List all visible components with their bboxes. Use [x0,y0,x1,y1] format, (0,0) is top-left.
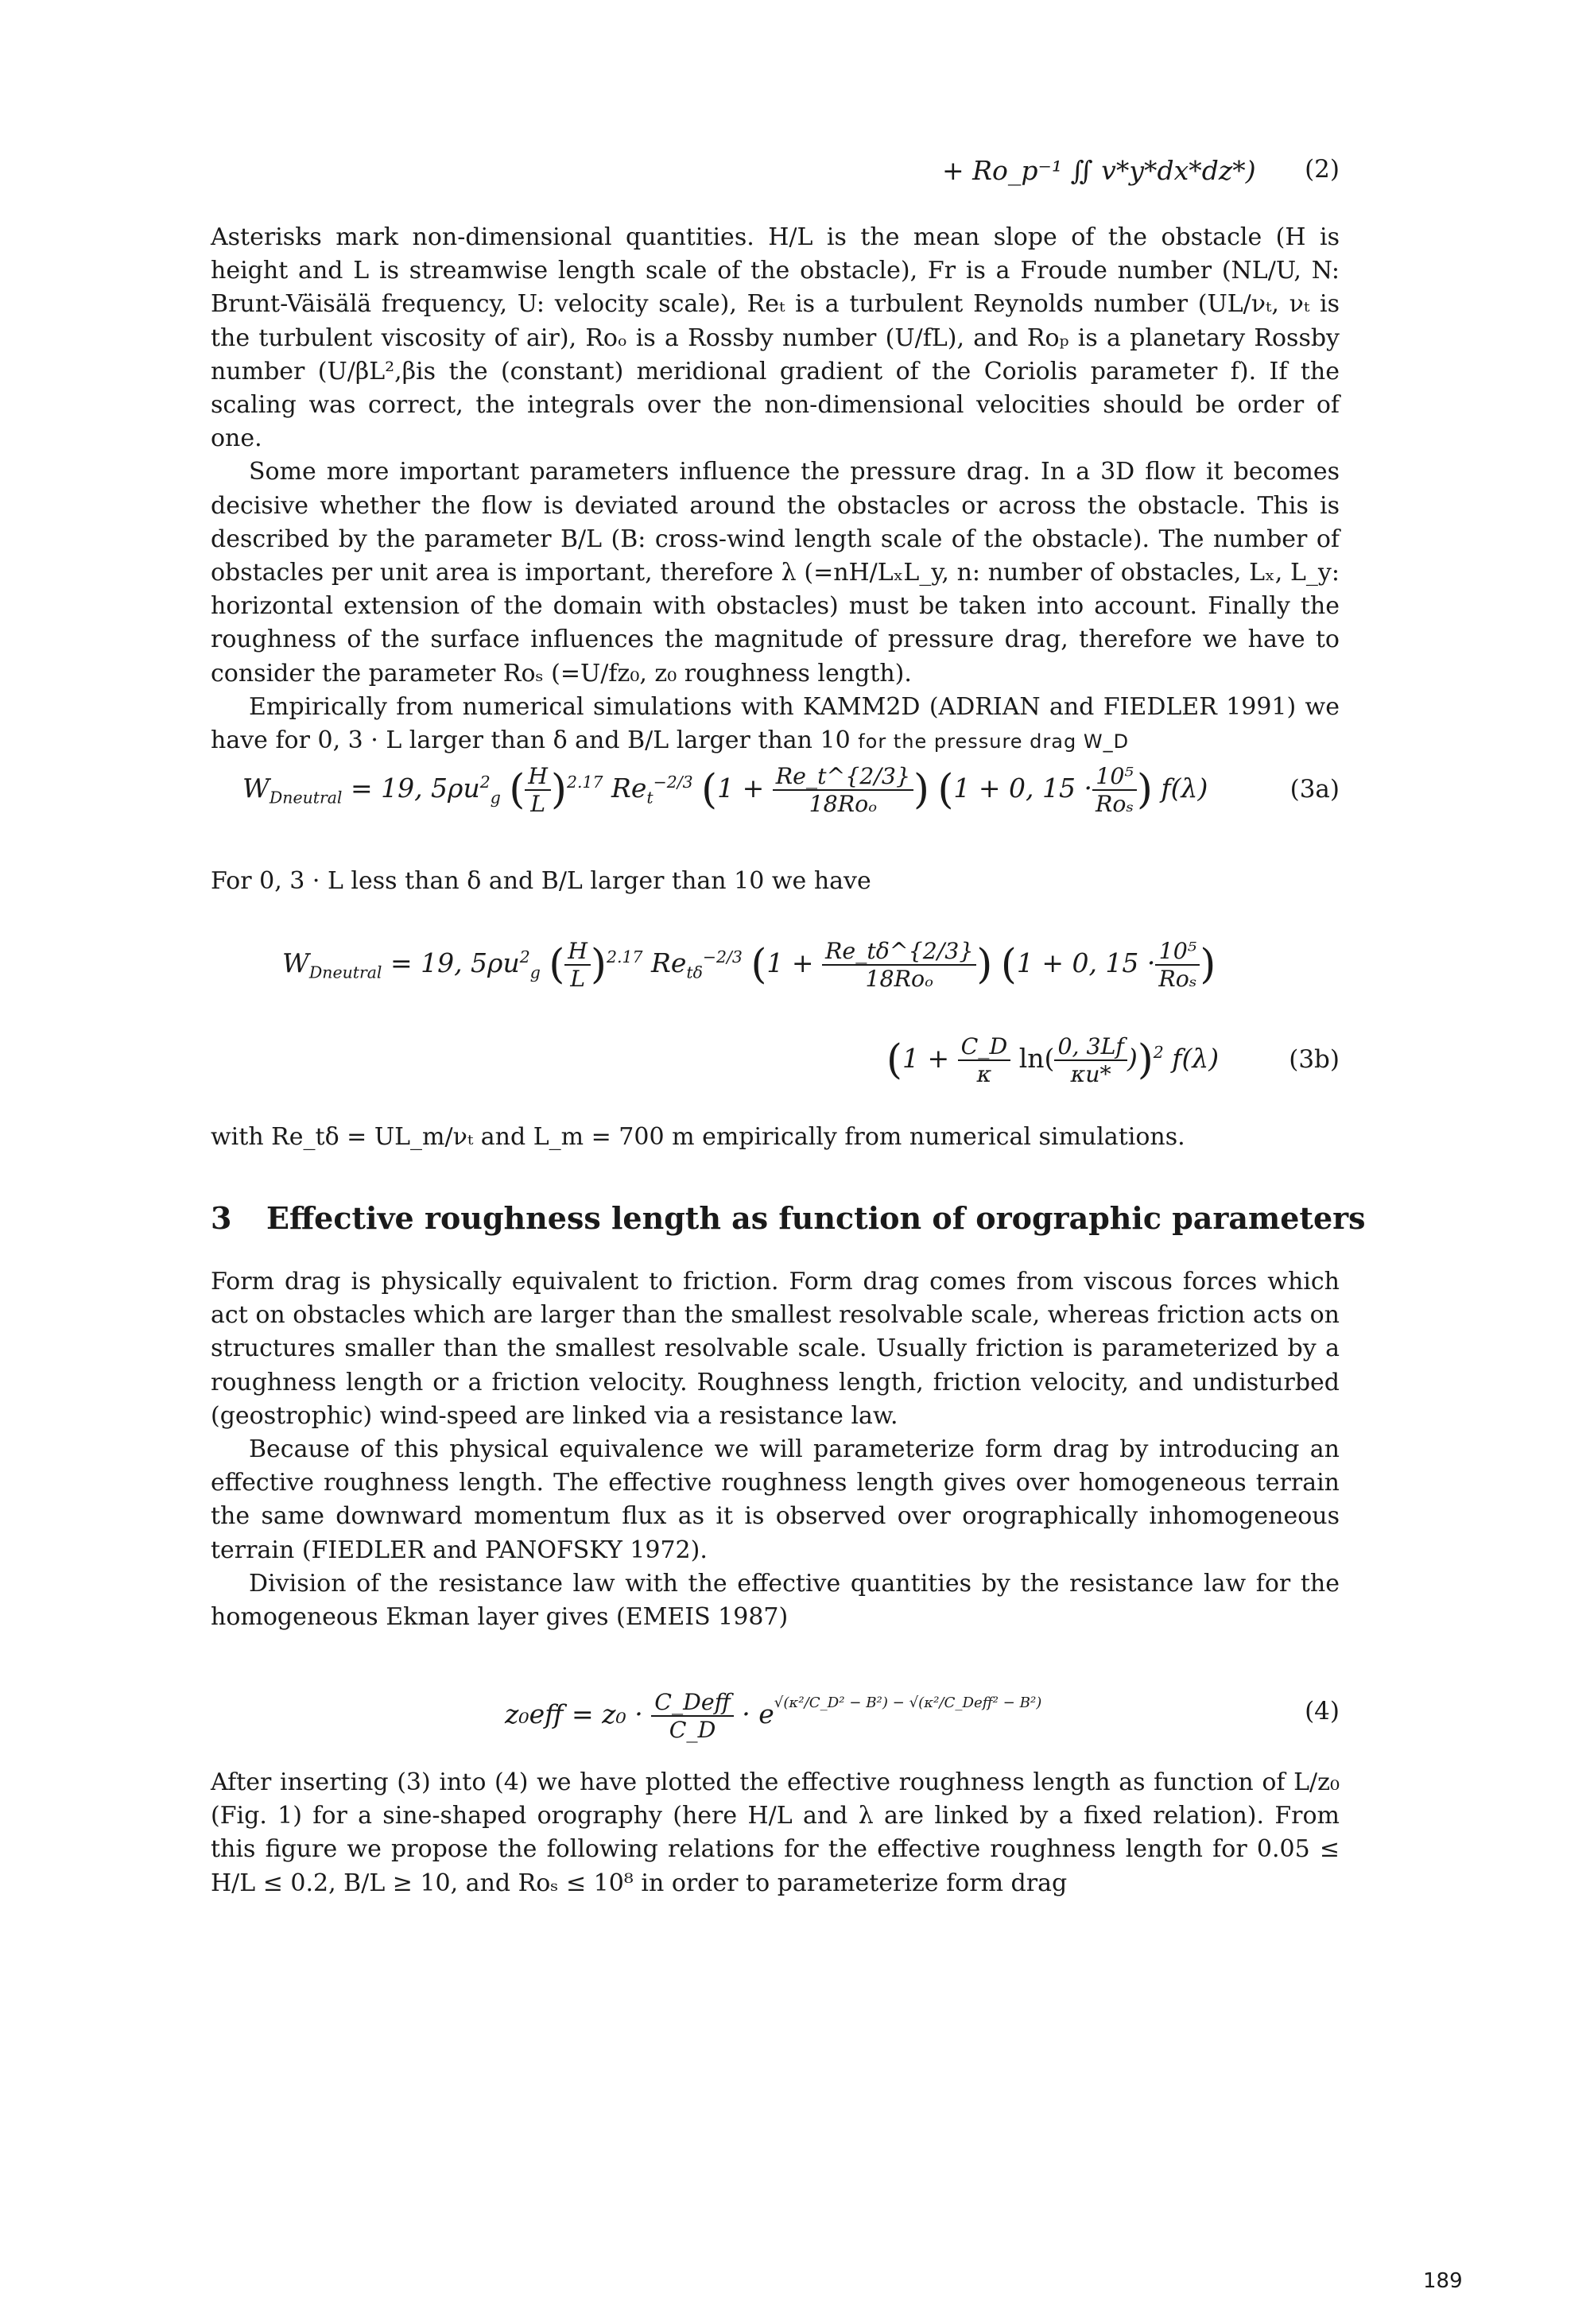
eq3b-const: = 19, 5ρu [390,947,520,978]
paragraph-4-block [211,865,1340,898]
eq3b-const-part: 1 + 0, 15 · [1016,947,1156,978]
eq3a-lhs: W [242,773,270,804]
eq3b-re-sub: tδ [686,963,703,982]
paragraph-4: For 0, 3 · L less than δ and B/L larger than 10 we have [211,867,871,895]
eq3a-frac2: $\frac{\text{10⁵}}{\text{Roₛ}}$ [1092,763,1137,817]
eq3a-re-sub: t [646,788,653,808]
eq4-lhs: z₀eff = z₀ · [505,1698,643,1729]
equation-3a-number: (3a) [1289,775,1340,804]
eq3b-frac1: $\frac{Re\_t\delta\^{}\{2/3\}}{\text{18Roₒ}}$ [822,938,976,992]
eq3b-lhs: W [282,947,309,978]
eq3b-u-sub: g [529,963,541,982]
equation-3b-line1: $W_{Dneutral} = 19$, $5\rho u^2_g$ ( $\frac{H}{L}$ )$^{2.17}$ $Re_{t\delta}^{-2/3}$ (1 + $\frac{Re\_t\delta\^{}\{2/3\}}{\text{18Roₒ}}$ ) (1 + 0, 15 · $\frac{\text{10⁵}}{\text{Roₛ}}$ ) [282,938,1216,992]
paragraph-5: with Re_tδ = UL_m/νₜ and L_m = 700 m empirically from numerical simulations. [211,1123,1185,1151]
equation-4-number: (4) [1305,1697,1340,1726]
paragraph-6: Form drag is physically equivalent to friction. Form drag comes from viscous forces which act on obstacles which are larger than the smallest resolvable scale, whereas friction acts on structures smaller than the smallest resolvable scale. Usually friction is parameterized by a roughness length or a friction velocity. Roughness length, friction velocity, and undisturbed (geostrophic) wind-speed are linked via a resistance law. [211,1268,1340,1430]
eq3b-h-over-l: $\frac{H}{L}$ [564,938,591,992]
eq3b-re-sup: −2/3 [702,947,743,966]
eq3b-ln: ln( [1018,1043,1055,1074]
paragraph-8: Division of the resistance law with the effective quantities by the resistance law for the homogeneous Ekman layer gives (EMEIS 1987) [211,1569,1340,1632]
equation-2 [211,155,1340,203]
eq3a-const-part: 1 + 0, 15 · [953,773,1092,804]
eq3a-re-sup: −2/3 [653,773,693,792]
paragraph-1: Asterisks mark non-dimensional quantities. H/L is the mean slope of the obstacle (H is height and L is streamwise length scale of the obstacle), Fr is a Froude number (NL/U, N: Brunt-Väisälä frequency, U: velocity scale), Reₜ is a turbulent Reynolds number (UL/νₜ, νₜ is the turbulent viscosity of air), Roₒ is a Rossby number (U/fL), and Roₚ is a planetary Rossby number (U/βL²,βis the (constant) meridional gradient of the Coriolis parameter f). If the scaling was correct, the integrals over the non-dimensional velocities should be order of one. [211,223,1340,453]
handwritten-note: for the pressure drag W_D [858,730,1130,753]
equation-3b-number: (3b) [1289,1045,1340,1074]
equation-4: z₀eff = z₀ · $\frac{\text{C\_Deff}}{C\_D}$ · $e^{√(\kappa^2/C\_D^2 - B^2) - √(\kappa^2/C\_Deff^2 - B^2)}$ (4) [505,1689,1340,1743]
eq3b-frac2: $\frac{\text{10⁵}}{\text{Roₛ}}$ [1155,938,1200,992]
eq3b-tail: f(λ) [1172,1043,1220,1074]
section-3-body [211,1265,1340,1634]
paragraph-5-block [211,1121,1340,1154]
eq3b-re: Re [650,947,687,978]
eq3a-re: Re [611,773,647,804]
eq3b-u-sup: 2 [519,947,530,966]
eq4-exponent: √(κ²/C_D² − B²) − √(κ²/C_Deff² − B²) [774,1695,1042,1712]
eq3b-cd-over-kappa: $\frac{C\_D}{\kappa}$ [958,1033,1011,1087]
equation-2-content: + Ro_p⁻¹ ∬ v*y*dx*dz*) [942,155,1256,186]
eq3b-hl-exp: 2.17 [606,947,643,966]
equation-3a: $W_{Dneutral} = 19$, $5\rho u^2_g$ ( $\frac{H}{L}$ )$^{2.17}$ $Re_t^{-2/3}$ (1 + $\frac{Re\_t\^{}\{2/3\}}{\text{18Roₒ}}$ ) (1 + 0, 15 · $\frac{\text{10⁵}}{\text{Roₛ}}$ ) f(λ) (3a) [242,763,1340,817]
eq3a-const: = 19, 5ρu [350,773,480,804]
section-number: 3 [211,1200,232,1236]
paragraph-9-block [211,1766,1340,1900]
eq3a-frac1: $\frac{Re\_t\^{}\{2/3\}}{\text{18Roₒ}}$ [773,763,913,817]
section-heading [211,1200,1366,1236]
paragraph-3-text: Empirically from numerical simulations with KAMM2D (ADRIAN and FIEDLER 1991) we have for 0, 3 · L larger than δ and B/L larger than 10 [211,692,1340,755]
equation-2-number: (2) [1305,155,1340,184]
paragraph-9: After inserting (3) into (4) we have plotted the effective roughness length as function of L/z₀ (Fig. 1) for a sine-shaped orography (here H/L and λ are linked by a fixed relation). From this figure we propose the following relations for the effective roughness length for 0.05 ≤ H/L ≤ 0.2, B/L ≥ 10, and Roₛ ≤ 10⁸ in order to parameterize form drag [211,1768,1340,1897]
eq3a-hl-exp: 2.17 [566,773,603,792]
paragraph-2: Some more important parameters influence the pressure drag. In a 3D flow it becomes decisive whether the flow is deviated around the obstacles or across the obstacle. This is described by the parameter B/L (B: cross-wind length scale of the obstacle). The number of obstacles per unit area is important, therefore λ (=nH/LₓL_y, n: number of obstacles, Lₓ, L_y: horizontal extension of the domain with obstacles) must be taken into account. Finally the roughness of the surface influences the magnitude of pressure drag, therefore we have to consider the parameter Roₛ (=U/fz₀, z₀ roughness length). [211,458,1340,688]
eq3a-tail: f(λ) [1161,773,1208,804]
paragraph-7: Because of this physical equivalence we will parameterize form drag by introducing an effective roughness length. The effective roughness length gives over homogeneous terrain the same downward momentum flux as it is observed over orographically inhomogeneous terrain (FIEDLER and PANOFSKY 1972). [211,1435,1340,1564]
page-number: 189 [1423,2269,1463,2293]
eq3a-u-sup: 2 [479,773,491,792]
eq3b-lhs-sub: Dneutral [308,963,382,982]
eq4-frac: $\frac{\text{C\_Deff}}{C\_D}$ [651,1689,734,1743]
section-title: Effective roughness length as function of orographic parameters [266,1200,1366,1236]
eq3a-h-over-l: $\frac{H}{L}$ [525,763,551,817]
eq3b-ln-frac: $\frac{0, 3Lf}{\kappa u*}$ [1054,1033,1127,1087]
eq3a-lhs-sub: Dneutral [269,788,343,808]
equation-3b-line2: (1 + $\frac{C\_D}{\kappa}$ ln( $\frac{0, 3Lf}{\kappa u*}$ ))$^2$ f(λ) (3b) [886,1033,1340,1087]
paragraph-1-block [211,221,1340,758]
eq3a-u-sub: g [490,788,501,808]
